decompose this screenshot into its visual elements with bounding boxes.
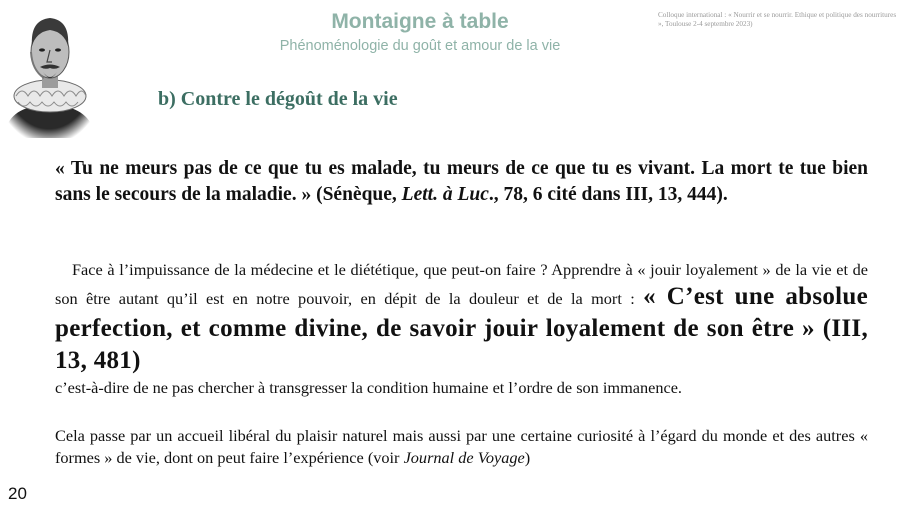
seneca-quote-citation-italic: Lett. à Luc (401, 184, 489, 205)
presentation-subtitle: Phénoménologie du goût et amour de la vie (279, 38, 561, 54)
section-heading: b) Contre le dégoût de la vie (158, 88, 398, 110)
paragraph-plaisir-text: Cela passe par un accueil libéral du plaisir naturel mais aussi par une certaine curiosité à l’égard du monde et des autres « formes » de vie, dont on peut faire l’expérience (voir (55, 426, 868, 467)
seneca-quote (55, 156, 868, 208)
conference-note: Colloque international : « Nourrir et se nourrir. Ethique et politique des nourritures », Toulouse 2-4 septembre 2023) (658, 11, 897, 28)
paragraph-conclusion: c’est-à-dire de ne pas chercher à transgresser la condition humaine et l’ordre de son immanence. (55, 378, 683, 397)
paragraph-plaisir-end: ) (524, 448, 531, 467)
seneca-quote-text-b: ., 78, 6 cité dans III, 13, 444). (488, 184, 728, 205)
montaigne-portrait (0, 6, 98, 138)
presentation-title: Montaigne à table (331, 10, 509, 33)
paragraph-plaisir (55, 425, 868, 469)
paragraph-intro: Face à l’impuissance de la médecine et le diététique, que peut-on faire ? Apprendre à « jouir loyalement » de la vie et de son être autant qu’il est en notre pouvoir, en dépit de la douleur et de la mort : (55, 260, 868, 308)
perfection-quote: « C’est une absolue perfection, et comme divine, de savoir jouir loyalement de son être » (III, 13, 481) (55, 283, 868, 374)
journal-de-voyage-title: Journal de Voyage (403, 448, 525, 467)
page-number: 20 (8, 484, 27, 503)
seneca-quote-text-a: « Tu ne meurs pas de ce que tu es malade, tu meurs de ce que tu es vivant. La mort te tue bien sans le secours de la maladie. » (Sénèque, (55, 158, 868, 205)
paragraph-impuissance (55, 259, 868, 399)
